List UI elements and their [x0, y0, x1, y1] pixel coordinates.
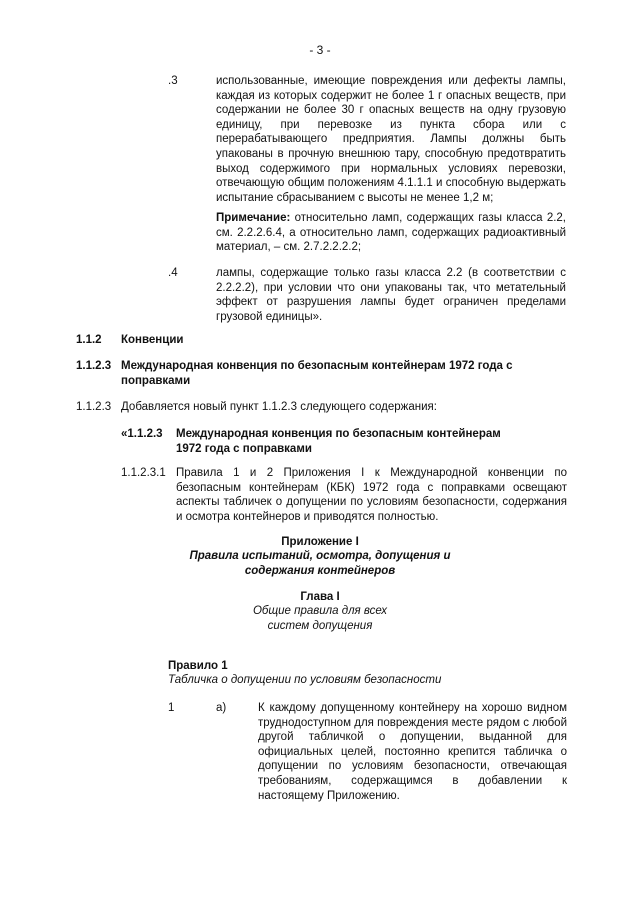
- rule-1-paragraph-number: 1: [168, 702, 175, 714]
- amendment-text: Добавляется новый пункт 1.1.2.3 следующего содержания:: [121, 401, 437, 413]
- item-3-number: .3: [168, 75, 178, 87]
- quoted-section-number: «1.1.2.3: [121, 428, 163, 440]
- chapter-subtitle: Общие правила для всех систем допущения: [252, 605, 388, 632]
- note-text: относительно ламп, содержащих газы класса 2.2, см. 2.2.2.6.4, а относительно ламп, содержащих радиоактивный материал, – см. 2.7.2.2.2.2;: [216, 212, 566, 254]
- rule-1-paragraph-letter: a): [216, 702, 227, 714]
- rule-1-subtitle: Табличка о допущении по условиям безопасности: [168, 674, 442, 686]
- rule-1-paragraph-text: К каждому допущенному контейнеру на хорошо видном труднодоступном для повреждения месте рядом с любой другой табличкой о допущении, выданной для официальных целей, постоянно крепится табличка о допущении по условиям безопасности, отвечающая требованиям, содержащимся в добавлении к настоящему Приложению.: [258, 702, 567, 802]
- section-1-1-2-title: Конвенции: [121, 334, 184, 346]
- section-1-1-2-3-title: Международная конвенция по безопасным контейнерам 1972 года с поправками: [121, 360, 513, 387]
- quoted-section-title: Международная конвенция по безопасным контейнерам 1972 года с поправками: [176, 428, 501, 455]
- note-label: Примечание:: [216, 212, 291, 224]
- chapter-title: Глава I: [300, 591, 340, 603]
- paragraph-1-1-2-3-1-number: 1.1.2.3.1: [121, 467, 166, 479]
- section-1-1-2-3-number: 1.1.2.3: [76, 360, 112, 372]
- amendment-number: 1.1.2.3: [76, 401, 112, 413]
- annex-subtitle: Правила испытаний, осмотра, допущения и содержания контейнеров: [189, 550, 451, 577]
- item-4-number: .4: [168, 267, 178, 279]
- page-number: - 3 -: [309, 43, 331, 57]
- note-paragraph: [216, 211, 566, 255]
- rule-1-title: Правило 1: [168, 660, 228, 672]
- paragraph-1-1-2-3-1-text: Правила 1 и 2 Приложения I к Международной конвенции по безопасным контейнерам (КБК) 1972 года с поправками освещают аспекты табличек о допущении по условиям безопасности, содержания и осмотра контейнеров и приводятся полностью.: [176, 467, 567, 523]
- annex-title: Приложение I: [281, 536, 359, 548]
- item-3-text: использованные, имеющие повреждения или дефекты лампы, каждая из которых содержит не более 1 г опасных веществ, при содержании не более 30 г опасных веществ на одну грузовую единицу, при перевозке из пункта сбора или с перерабатывающего предприятия. Лампы должны быть упакованы в прочную внешнюю тару, способную предотвратить выход содержимого при нормальных условиях перевозки, отвечающую общим положениям 4.1.1.1 и способную выдержать испытание сбрасыванием с высоты не менее 1,2 м;: [216, 75, 566, 204]
- section-1-1-2-number: 1.1.2: [76, 334, 102, 346]
- item-4-text: лампы, содержащие только газы класса 2.2 (в соответствии с 2.2.2.2), при условии что они упакованы так, что метательный эффект от разрушения лампы будет ограничен пределами грузовой единицы».: [216, 267, 566, 323]
